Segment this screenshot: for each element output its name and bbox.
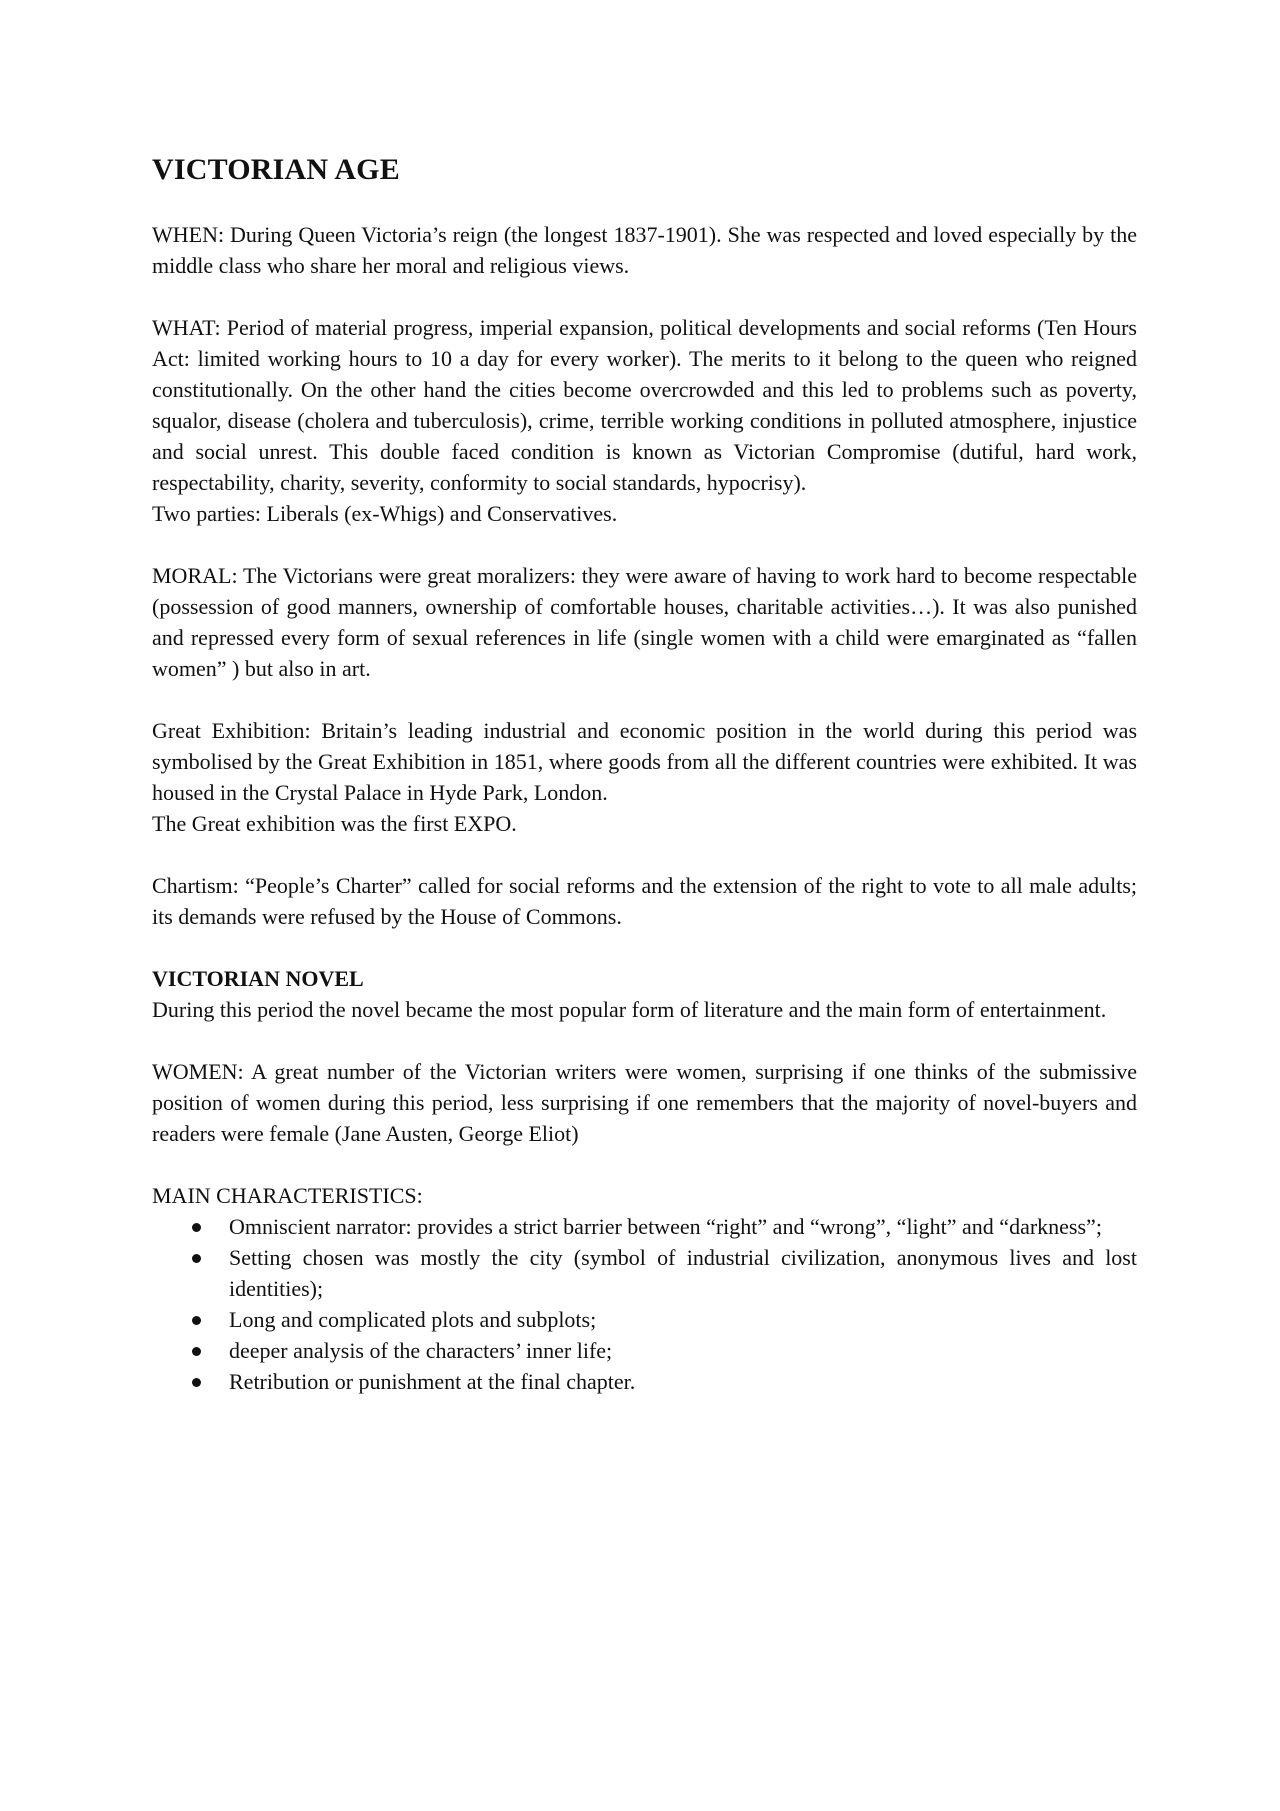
list-item bbox=[152, 1304, 1137, 1335]
paragraph-great-exhibition: Great Exhibition: Britain’s leading industrial and economic position in the world during this period was symbolised by the Great Exhibition in 1851, where goods from all the different countries were exhibited. It was housed in the Crystal Palace in Hyde Park, London. bbox=[152, 718, 1137, 805]
list-item bbox=[152, 1242, 1137, 1304]
document-title: VICTORIAN AGE bbox=[152, 153, 400, 186]
list-item-text: deeper analysis of the characters’ inner life; bbox=[229, 1338, 613, 1363]
list-item bbox=[152, 1211, 1137, 1242]
paragraph-parties: Two parties: Liberals (ex-Whigs) and Conservatives. bbox=[152, 501, 618, 526]
paragraph-women: WOMEN: A great number of the Victorian writers were women, surprising if one thinks of the submissive position of women during this period, less surprising if one remembers that the majority of novel-buyers and readers were female (Jane Austen, George Eliot) bbox=[152, 1059, 1137, 1146]
list-item bbox=[152, 1366, 1137, 1397]
bullet-icon bbox=[192, 1347, 201, 1356]
paragraph-moral: MORAL: The Victorians were great moralizers: they were aware of having to work hard to become respectable (possession of good manners, ownership of comfortable houses, charitable activities…). It was also punished and repressed every form of sexual references in life (single women with a child were emarginated as “fallen women” ) but also in art. bbox=[152, 563, 1137, 681]
bullet-icon bbox=[192, 1223, 201, 1232]
list-item-text: Long and complicated plots and subplots; bbox=[229, 1307, 597, 1332]
paragraph-main-characteristics: MAIN CHARACTERISTICS: bbox=[152, 1183, 423, 1208]
bullet-icon bbox=[192, 1254, 201, 1263]
paragraph-when: WHEN: During Queen Victoria’s reign (the longest 1837-1901). She was respected and loved especially by the middle class who share her moral and religious views. bbox=[152, 222, 1137, 278]
bullet-icon bbox=[192, 1316, 201, 1325]
characteristics-list bbox=[152, 1211, 1137, 1397]
document-page bbox=[152, 150, 1137, 1397]
paragraph-chartism: Chartism: “People’s Charter” called for social reforms and the extension of the right to vote to all male adults; its demands were refused by the House of Commons. bbox=[152, 873, 1137, 929]
paragraph-novel: During this period the novel became the most popular form of literature and the main form of entertainment. bbox=[152, 997, 1107, 1022]
section-heading-victorian-novel: VICTORIAN NOVEL bbox=[152, 966, 364, 991]
list-item-text: Retribution or punishment at the final chapter. bbox=[229, 1369, 636, 1394]
paragraph-what: WHAT: Period of material progress, imperial expansion, political developments and social reforms (Ten Hours Act: limited working hours to 10 a day for every worker). The merits to it belong to the queen who reigned constitutionally. On the other hand the cities become overcrowded and this led to problems such as poverty, squalor, disease (cholera and tuberculosis), crime, terrible working conditions in polluted atmosphere, injustice and social unrest. This double faced condition is known as Victorian Compromise (dutiful, hard work, respectability, charity, severity, conformity to social standards, hypocrisy). bbox=[152, 315, 1137, 495]
list-item bbox=[152, 1335, 1137, 1366]
bullet-icon bbox=[192, 1378, 201, 1387]
list-item-text: Omniscient narrator: provides a strict barrier between “right” and “wrong”, “light” and “darkness”; bbox=[229, 1214, 1102, 1239]
paragraph-expo: The Great exhibition was the first EXPO. bbox=[152, 811, 517, 836]
list-item-text: Setting chosen was mostly the city (symbol of industrial civilization, anonymous lives and lost identities); bbox=[229, 1245, 1137, 1301]
